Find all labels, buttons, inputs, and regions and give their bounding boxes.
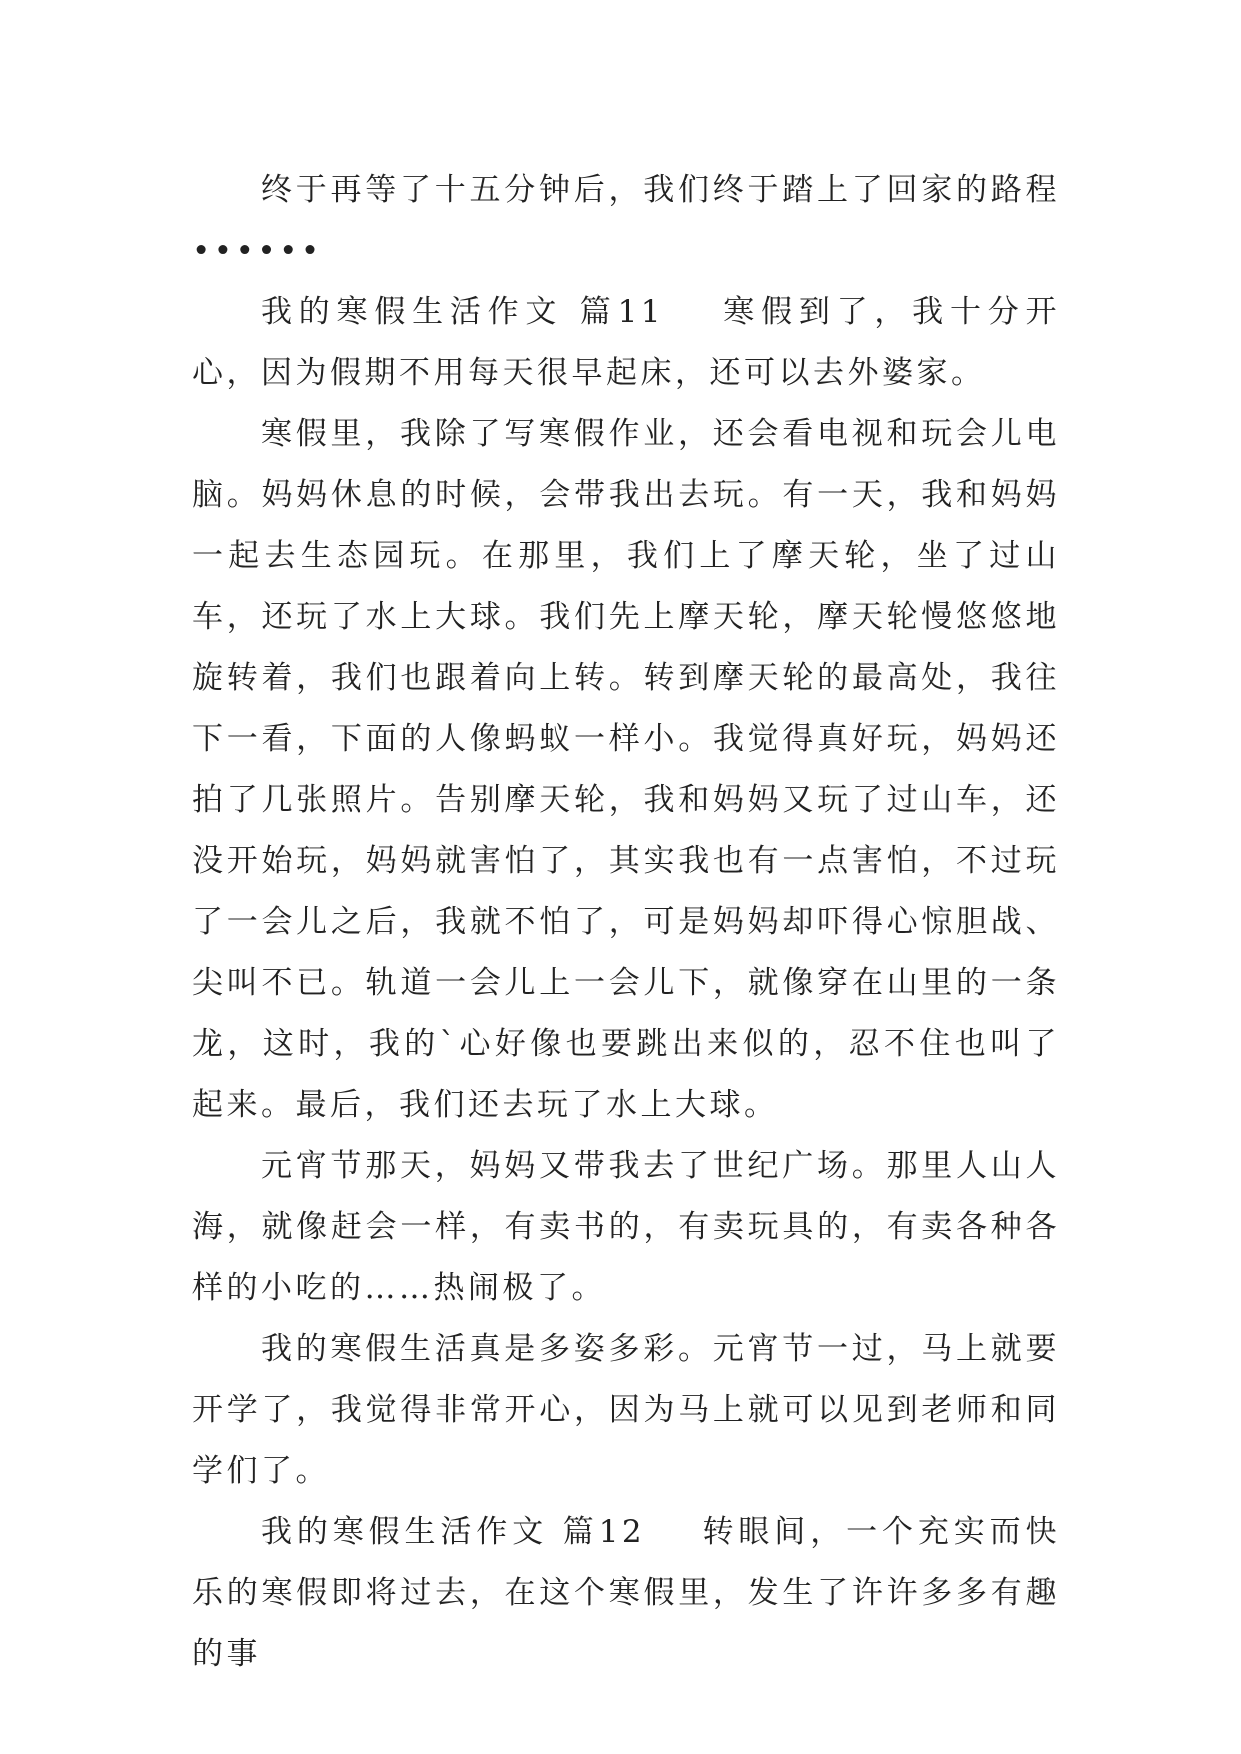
section-11-heading: 我的寒假生活作文 篇11 bbox=[261, 294, 665, 330]
document-body bbox=[192, 160, 1060, 1685]
paragraph-lantern-festival: 元宵节那天，妈妈又带我去了世纪广场。那里人山人海，就像赶会一样，有卖书的，有卖玩具的，有卖各种各样的小吃的……热闹极了。 bbox=[192, 1148, 1060, 1306]
paragraph-conclusion: 我的寒假生活真是多姿多彩。元宵节一过，马上就要开学了，我觉得非常开心，因为马上就可以见到老师和同学们了。 bbox=[192, 1331, 1060, 1489]
section-12-paragraph bbox=[192, 1502, 1060, 1685]
section-11-paragraph bbox=[192, 282, 1060, 404]
section-11-intro: 寒假到了，我十分开心，因为假期不用每天很早起床，还可以去外婆家。 bbox=[192, 294, 1060, 391]
paragraph-winter-activities: 寒假里，我除了写寒假作业，还会看电视和玩会儿电脑。妈妈休息的时候，会带我出去玩。有一天，我和妈妈一起去生态园玩。在那里，我们上了摩天轮，坐了过山车，还玩了水上大球。我们先上摩天轮，摩天轮慢悠悠地旋转着，我们也跟着向上转。转到摩天轮的最高处，我往下一看，下面的人像蚂蚁一样小。我觉得真好玩，妈妈还拍了几张照片。告别摩天轮，我和妈妈又玩了过山车，还没开始玩，妈妈就害怕了，其实我也有一点害怕，不过玩了一会儿之后，我就不怕了，可是妈妈却吓得心惊胆战、尖叫不已。轨道一会儿上一会儿下，就像穿在山里的一条龙，这时，我的`心好像也要跳出来似的，忍不住也叫了起来。最后，我们还去玩了水上大球。 bbox=[192, 416, 1060, 1123]
paragraph-return-home: 终于再等了十五分钟后，我们终于踏上了回家的路程•••••• bbox=[192, 172, 1060, 269]
section-12-heading: 我的寒假生活作文 篇12 bbox=[261, 1514, 646, 1550]
section-12-intro: 转眼间，一个充实而快乐的寒假即将过去，在这个寒假里，发生了许许多多有趣的事 bbox=[192, 1514, 1060, 1672]
